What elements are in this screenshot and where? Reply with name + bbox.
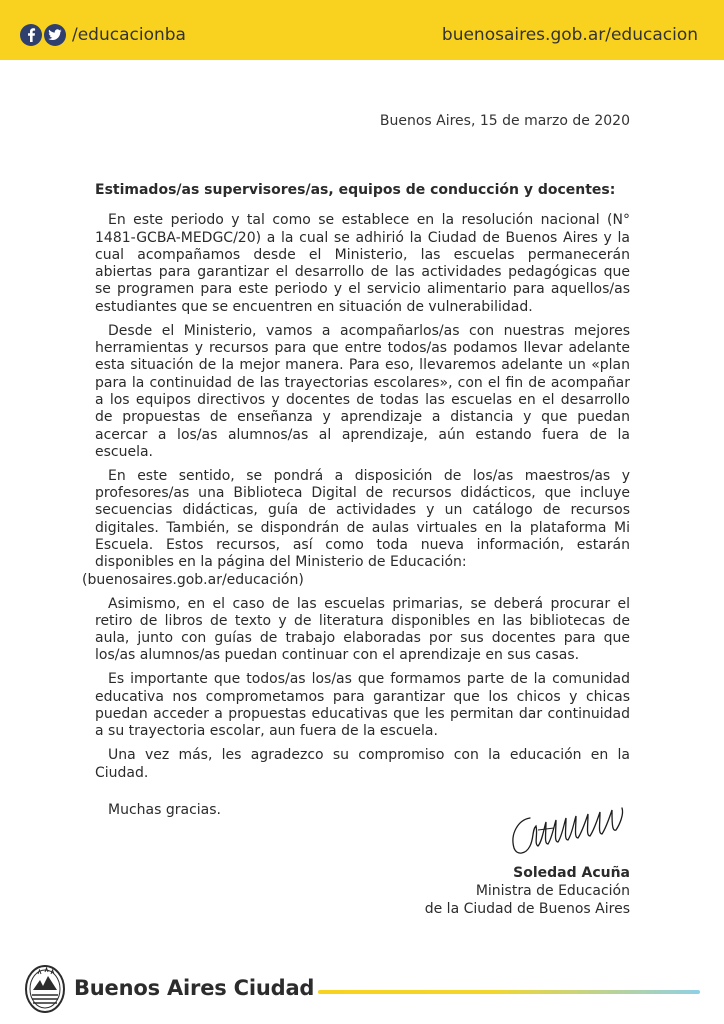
signer-name: Soledad Acuña bbox=[513, 865, 630, 881]
paragraph-6: Una vez más, les agradezco su compromiso con la educación en la Ciudad. bbox=[95, 747, 630, 781]
paragraph-3-text: En este sentido, se pondrá a disposición de los/as maestros/as y profesores/as una Biblioteca Digital de recursos didácticos, que incluye secuencias didácticas, guía de actividades y un catálogo de recursos digitales. También, se dispondrán de aulas virtuales en la plataforma Mi Escuela. Estos recursos, así como toda nueva información, estarán disponibles en la página del Ministerio de Educación: bbox=[95, 467, 630, 571]
signer-title-2: de la Ciudad de Buenos Aires bbox=[424, 901, 630, 917]
ministry-link: (buenosaires.gob.ar/educación) bbox=[82, 571, 304, 588]
closing: Muchas gracias. bbox=[108, 801, 221, 818]
website-link[interactable]: buenosaires.gob.ar/educacion bbox=[441, 25, 698, 45]
facebook-icon[interactable] bbox=[20, 24, 42, 46]
signer-block bbox=[425, 864, 630, 918]
social-handle[interactable]: /educacionba bbox=[72, 25, 186, 45]
header-bar bbox=[0, 0, 724, 60]
handwritten-signature bbox=[508, 804, 628, 860]
paragraph-3 bbox=[82, 467, 630, 589]
salutation: Estimados/as supervisores/as, equipos de conducción y docentes: bbox=[95, 182, 616, 198]
paragraph-4: Asimismo, en el caso de las escuelas primarias, se deberá procurar el retiro de libros de texto y de literatura disponibles en las bibliotecas de aula, junto con guías de trabajo elaboradas por sus docentes para que los/as alumnos/as puedan continuar con el aprendizaje en sus casas. bbox=[95, 595, 630, 664]
signer-title-1: Ministra de Educación bbox=[475, 883, 630, 899]
paragraph-2: Desde el Ministerio, vamos a acompañarlos/as con nuestras mejores herramientas y recursos para que entre todos/as podamos llevar adelante esta situación de la mejor manera. Para eso, llevaremos adelante un «plan para la continuidad de las trayectorias escolares», con el fin de acompañar a los equipos directivos y docentes de todas las escuelas en el desarrollo de propuestas de enseñanza y aprendizaje a distancia y que puedan acercar a los/as alumnos/as al aprendizaje, aún estando fuera de la escuela. bbox=[95, 322, 630, 460]
footer-accent-line bbox=[318, 990, 700, 994]
letter-date: Buenos Aires, 15 de marzo de 2020 bbox=[379, 113, 630, 129]
city-crest-icon bbox=[24, 964, 66, 1014]
paragraph-1: En este periodo y tal como se establece en la resolución nacional (N° 1481-GCBA-MEDGC/20) a la cual se adhirió la Ciudad de Buenos Aires y la cual acompañamos desde el Ministerio, las escuelas permanecerán abiertas para garantizar el desarrollo de las actividades pedagógicas que se programen para este periodo y el servicio alimentario para aquellos/as estudiantes que se encuentren en situación de vulnerabilidad. bbox=[95, 212, 630, 315]
twitter-icon[interactable] bbox=[44, 24, 66, 46]
paragraph-5: Es importante que todos/as los/as que formamos parte de la comunidad educativa nos comprometamos para garantizar que los chicos y chicas puedan acceder a propuestas educativas que les permitan dar continuidad a su trayectoria escolar, aun fuera de la escuela. bbox=[95, 671, 630, 740]
footer-brand: Buenos Aires Ciudad bbox=[74, 976, 315, 1000]
letter-body bbox=[82, 182, 630, 826]
social-links bbox=[20, 24, 186, 46]
